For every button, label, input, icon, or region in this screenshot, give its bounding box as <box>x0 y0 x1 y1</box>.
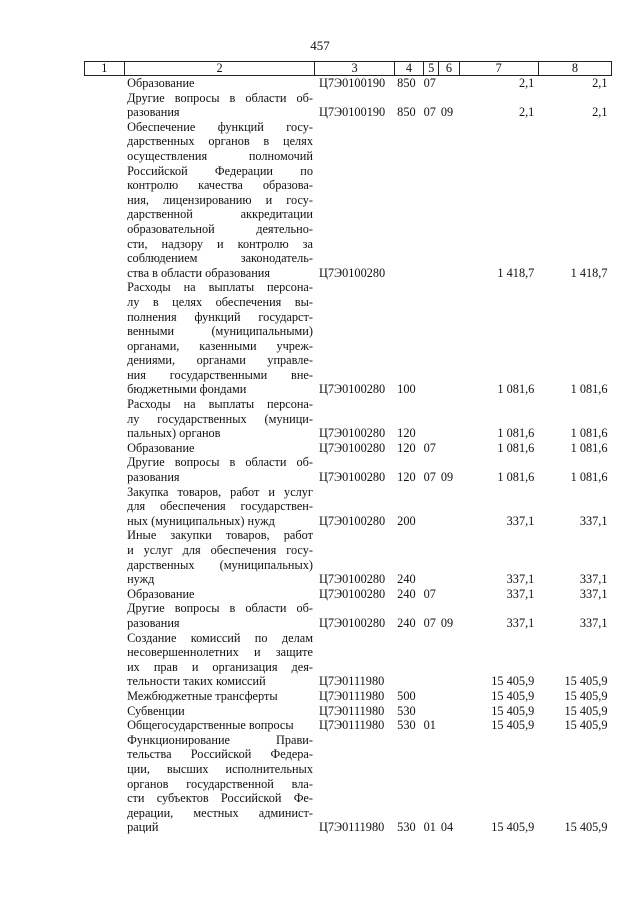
subsection-code <box>439 441 459 456</box>
expense-type-code: 120 <box>397 440 416 455</box>
description-line: тельства Российской Федера- <box>127 747 313 762</box>
table-row <box>85 601 612 630</box>
row-description <box>124 280 315 397</box>
row-number-cell <box>85 76 125 91</box>
expense-type-code: 100 <box>397 382 416 397</box>
amount-col-7: 1 418,7 <box>497 265 535 280</box>
row-description <box>124 455 315 484</box>
row-number-cell <box>85 689 125 704</box>
target-article-code: Ц7Э0100280 <box>318 426 386 441</box>
section-code: 07 <box>423 440 436 455</box>
description-line: Другие вопросы в области об- <box>127 90 313 105</box>
description-line: органами, казенными учреж- <box>127 338 313 353</box>
description-line: соблюдением законодатель- <box>127 251 313 266</box>
description-line: ния, лицензированию и госу- <box>127 192 313 207</box>
subsection-code <box>439 704 459 719</box>
amount-col-7: 337,1 <box>506 586 535 601</box>
description-line: образовательной деятельно- <box>127 221 313 236</box>
row-number-cell <box>85 631 125 689</box>
target-article-code: Ц7Э0100280 <box>318 572 386 587</box>
description-line: дарственных органов в целях <box>127 134 313 149</box>
subsection-code <box>439 528 459 586</box>
table-row <box>85 76 612 91</box>
section-code <box>424 280 439 397</box>
expense-type-code <box>394 631 423 689</box>
subsection-code: 04 <box>440 820 454 835</box>
section-code: 07 <box>423 586 436 601</box>
section-code <box>424 397 439 441</box>
section-code: 07 <box>423 615 436 630</box>
table-row <box>85 689 612 704</box>
table-row <box>85 485 612 529</box>
table-row <box>85 718 612 733</box>
description-line: лу в целях обеспечения вы- <box>127 294 313 309</box>
column-header: 4 <box>394 62 423 76</box>
amount-col-7: 15 405,9 <box>491 703 535 718</box>
target-article-code: Ц7Э0111980 <box>318 674 385 689</box>
description-line: сти, надзору и контролю за <box>127 236 313 251</box>
subsection-code <box>439 76 459 91</box>
row-description <box>124 631 315 689</box>
description-line: сти субъектов Российской Фе- <box>127 791 313 806</box>
row-description <box>124 76 315 91</box>
description-line: бюджетными фондами <box>127 382 247 397</box>
description-line: дениями, органами управле- <box>127 353 313 368</box>
description-line: их прав и организация дея- <box>127 659 313 674</box>
target-article-code: Ц7Э0111980 <box>318 688 385 703</box>
column-header: 6 <box>439 62 459 76</box>
amount-col-7: 1 081,6 <box>497 382 535 397</box>
table-row <box>85 91 612 120</box>
row-description <box>124 601 315 630</box>
description-line: Расходы на выплаты персона- <box>127 397 313 412</box>
amount-col-8: 2,1 <box>592 105 608 120</box>
description-line: Обеспечение функций госу- <box>127 119 313 134</box>
amount-col-7: 1 081,6 <box>497 440 535 455</box>
amount-col-8: 337,1 <box>579 513 608 528</box>
description-line: Межбюджетные трансферты <box>127 688 278 703</box>
row-number-cell <box>85 485 125 529</box>
table-body <box>85 76 612 835</box>
subsection-code <box>439 587 459 602</box>
amount-col-7: 1 081,6 <box>497 426 535 441</box>
target-article-code: Ц7Э0100190 <box>318 76 386 90</box>
description-line: Создание комиссий по делам <box>127 630 313 645</box>
row-description <box>124 689 315 704</box>
target-article-code: Ц7Э0100280 <box>318 513 386 528</box>
row-number-cell <box>85 601 125 630</box>
description-line: ции, высших исполнительных <box>127 761 313 776</box>
table-row <box>85 587 612 602</box>
description-line: разования <box>127 105 180 120</box>
target-article-code: Ц7Э0100280 <box>318 586 386 601</box>
description-line: раций <box>127 820 159 835</box>
section-code: 07 <box>423 470 436 485</box>
description-line: Функционирование Прави- <box>127 732 313 747</box>
table-row <box>85 528 612 586</box>
expense-type-code: 240 <box>397 615 416 630</box>
row-number-cell <box>85 120 125 281</box>
column-header: 1 <box>85 62 125 76</box>
amount-col-7: 15 405,9 <box>491 688 535 703</box>
description-line: Иные закупки товаров, работ <box>127 528 313 543</box>
amount-col-8: 15 405,9 <box>564 674 608 689</box>
row-description <box>124 587 315 602</box>
page-number: 457 <box>310 38 330 53</box>
column-header: 7 <box>459 62 538 76</box>
target-article-code: Ц7Э0100280 <box>318 470 386 485</box>
expense-type-code: 200 <box>397 513 416 528</box>
description-line: Образование <box>127 76 195 90</box>
amount-col-8: 337,1 <box>579 586 608 601</box>
description-line: дарственных (муниципальных) <box>127 557 313 572</box>
description-line: дерации, местных админист- <box>127 805 313 820</box>
column-header: 2 <box>124 62 315 76</box>
amount-col-7: 2,1 <box>518 105 535 120</box>
description-line: Образование <box>127 440 195 455</box>
description-line: венными (муниципальными) <box>127 324 313 339</box>
row-description <box>124 397 315 441</box>
section-code <box>424 689 439 704</box>
amount-col-7: 337,1 <box>506 615 535 630</box>
description-line: Образование <box>127 586 195 601</box>
column-number-header <box>85 62 612 76</box>
description-line: дарственной аккредитации <box>127 207 313 222</box>
row-description <box>124 733 315 835</box>
description-line: пальных) органов <box>127 426 221 441</box>
amount-col-8: 1 081,6 <box>570 382 608 397</box>
subsection-code <box>439 397 459 441</box>
section-code <box>424 485 439 529</box>
amount-col-8: 337,1 <box>579 572 608 587</box>
section-code: 01 <box>423 820 436 835</box>
row-description <box>124 485 315 529</box>
amount-col-7: 1 081,6 <box>497 470 535 485</box>
expense-type-code: 240 <box>397 586 416 601</box>
amount-col-7: 337,1 <box>506 572 535 587</box>
target-article-code: Ц7Э0111980 <box>318 718 385 733</box>
table-row <box>85 704 612 719</box>
table-row <box>85 441 612 456</box>
column-header: 5 <box>424 62 439 76</box>
amount-col-8: 1 418,7 <box>570 265 608 280</box>
table-row <box>85 733 612 835</box>
description-line: полнения функций государст- <box>127 309 313 324</box>
amount-col-7: 337,1 <box>506 513 535 528</box>
expense-type-code <box>394 120 423 281</box>
description-line: и услуг для обеспечения госу- <box>127 543 313 557</box>
target-article-code: Ц7Э0100280 <box>318 615 386 630</box>
row-number-cell <box>85 528 125 586</box>
table-row <box>85 631 612 689</box>
row-description <box>124 528 315 586</box>
amount-col-7: 15 405,9 <box>491 674 535 689</box>
description-line: Закупка товаров, работ и услуг <box>127 484 313 499</box>
description-line: нужд <box>127 572 155 587</box>
target-article-code: Ц7Э0111980 <box>318 820 385 835</box>
description-line: контролю качества образова- <box>127 178 313 193</box>
description-line: лу государственных (муници- <box>127 411 313 426</box>
column-header: 3 <box>315 62 394 76</box>
target-article-code: Ц7Э0100280 <box>318 265 386 280</box>
table-row <box>85 397 612 441</box>
row-number-cell <box>85 397 125 441</box>
row-description <box>124 91 315 120</box>
subsection-code <box>439 631 459 689</box>
section-code <box>424 704 439 719</box>
subsection-code: 09 <box>440 615 454 630</box>
subsection-code <box>439 120 459 281</box>
section-code: 07 <box>423 76 436 90</box>
description-line: Расходы на выплаты персона- <box>127 280 313 295</box>
description-line: ства в области образования <box>127 265 271 280</box>
description-line: органов государственной вла- <box>127 776 313 791</box>
row-number-cell <box>85 455 125 484</box>
description-line: разования <box>127 615 180 630</box>
row-number-cell <box>85 733 125 835</box>
amount-col-8: 15 405,9 <box>564 820 608 835</box>
row-description <box>124 704 315 719</box>
subsection-code: 09 <box>440 105 454 120</box>
expense-type-code: 500 <box>397 688 416 703</box>
amount-col-8: 2,1 <box>592 76 608 90</box>
expense-type-code: 530 <box>397 703 416 718</box>
row-number-cell <box>85 718 125 733</box>
column-header: 8 <box>538 62 611 76</box>
amount-col-7: 15 405,9 <box>491 718 535 733</box>
amount-col-8: 15 405,9 <box>564 703 608 718</box>
description-line: Другие вопросы в области об- <box>127 455 313 470</box>
amount-col-8: 1 081,6 <box>570 426 608 441</box>
row-description <box>124 718 315 733</box>
section-code <box>424 120 439 281</box>
description-line: тельности таких комиссий <box>127 674 266 689</box>
amount-col-8: 337,1 <box>579 615 608 630</box>
row-description <box>124 441 315 456</box>
description-line: Другие вопросы в области об- <box>127 601 313 616</box>
table-row <box>85 280 612 397</box>
expense-type-code: 120 <box>397 470 416 485</box>
subsection-code <box>439 280 459 397</box>
description-line: ных (муниципальных) нужд <box>127 513 275 528</box>
description-line: ния государственными вне- <box>127 367 313 382</box>
expense-type-code: 240 <box>397 572 416 587</box>
description-line: Российской Федерации по <box>127 163 313 178</box>
description-line: осуществления полномочий <box>127 148 313 163</box>
description-line: разования <box>127 470 180 485</box>
section-code <box>424 528 439 586</box>
description-line: Общегосударственные вопросы <box>127 718 294 733</box>
amount-col-7: 15 405,9 <box>491 820 535 835</box>
table-row <box>85 120 612 281</box>
section-code: 07 <box>423 105 436 120</box>
budget-table <box>84 61 612 835</box>
subsection-code <box>439 485 459 529</box>
target-article-code: Ц7Э0100190 <box>318 105 386 120</box>
section-code <box>424 631 439 689</box>
target-article-code: Ц7Э0111980 <box>318 703 385 718</box>
amount-col-8: 1 081,6 <box>570 440 608 455</box>
amount-col-8: 15 405,9 <box>564 718 608 733</box>
row-number-cell <box>85 91 125 120</box>
subsection-code <box>439 689 459 704</box>
expense-type-code: 530 <box>397 820 416 835</box>
expense-type-code: 120 <box>397 426 416 441</box>
row-number-cell <box>85 441 125 456</box>
expense-type-code: 850 <box>397 76 416 90</box>
target-article-code: Ц7Э0100280 <box>318 440 386 455</box>
row-number-cell <box>85 704 125 719</box>
expense-type-code: 850 <box>397 105 416 120</box>
section-code: 01 <box>423 718 436 733</box>
table-row <box>85 455 612 484</box>
row-description <box>124 120 315 281</box>
description-line: Субвенции <box>127 703 185 718</box>
expense-type-code: 530 <box>397 718 416 733</box>
row-number-cell <box>85 280 125 397</box>
subsection-code: 09 <box>440 470 454 485</box>
description-line: для обеспечения государствен- <box>127 499 313 514</box>
target-article-code: Ц7Э0100280 <box>318 382 386 397</box>
amount-col-7: 2,1 <box>518 76 535 90</box>
row-number-cell <box>85 587 125 602</box>
subsection-code <box>439 718 459 733</box>
amount-col-8: 1 081,6 <box>570 470 608 485</box>
amount-col-8: 15 405,9 <box>564 688 608 703</box>
description-line: несовершеннолетних и защите <box>127 645 313 660</box>
